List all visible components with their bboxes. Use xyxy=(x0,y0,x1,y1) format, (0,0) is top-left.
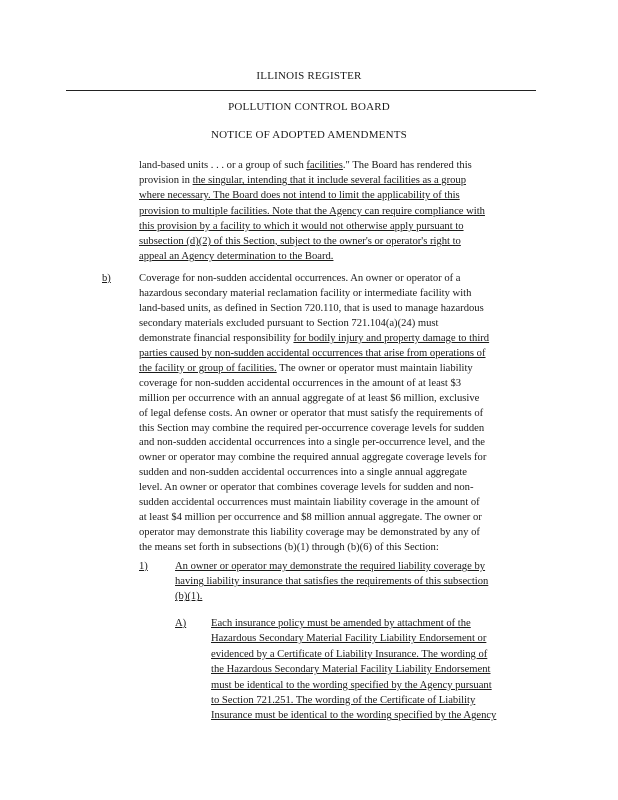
text-segment: land-based units, as defined in Section 720.110, that is used to manage hazardous xyxy=(139,302,484,314)
notice-title: NOTICE OF ADOPTED AMENDMENTS xyxy=(211,129,407,141)
inserted-text: parties caused by non-sudden accidental occurrences that arise from operations of xyxy=(139,347,486,359)
text-line xyxy=(139,235,461,249)
text-line xyxy=(139,377,461,391)
text-line xyxy=(139,220,464,234)
inserted-text: the facility or group of facilities. xyxy=(139,362,277,374)
text-line xyxy=(139,481,473,495)
text-segment: secondary materials excluded pursuant to Section 721.104(a)(24) must xyxy=(139,317,439,329)
text-segment: owner or operator may combine the required annual aggregate coverage levels for xyxy=(139,452,487,464)
text-segment: Coverage for non-sudden accidental occurrences. An owner or operator of a xyxy=(139,273,461,284)
text-line xyxy=(139,332,489,346)
subsection-b-marker: b) xyxy=(102,273,111,284)
text-line xyxy=(139,174,466,188)
board-title: POLLUTION CONTROL BOARD xyxy=(228,101,390,113)
text-line xyxy=(139,250,333,264)
text-line xyxy=(139,189,460,203)
text-line xyxy=(139,436,485,450)
text-line xyxy=(139,422,484,436)
inserted-text: the singular, intending that it include several facilities as a group xyxy=(192,175,467,187)
header-rule xyxy=(66,90,536,91)
text-line xyxy=(139,287,471,301)
text-segment: level. An owner or operator that combines coverage levels for sudden and non- xyxy=(139,482,474,494)
text-line xyxy=(139,526,480,540)
text-segment: sudden and non-sudden accidental occurrences into a single annual aggregate xyxy=(139,467,467,479)
inserted-text: this provision by a facility to which it would not otherwise apply pursuant to xyxy=(139,220,464,232)
text-line xyxy=(139,347,486,361)
text-line: An owner or operator may demonstrate the required liability coverage by xyxy=(175,561,486,572)
text-segment: The owner or operator must maintain liability xyxy=(276,362,473,374)
text-segment: hazardous secondary material reclamation facility or intermediate facility with xyxy=(139,287,472,299)
text-line: (b)(1). xyxy=(175,591,203,603)
text-line xyxy=(139,302,484,316)
text-line: the Hazardous Secondary Material Facility Liability Endorsement xyxy=(211,664,491,676)
text-line: Hazardous Secondary Material Facility Liability Endorsement or xyxy=(211,633,487,645)
text-line xyxy=(139,159,472,173)
text-line xyxy=(139,451,486,465)
text-line: must be identical to the wording specified by the Agency pursuant xyxy=(211,679,492,691)
text-segment: land-based units . . . or a group of such xyxy=(139,160,307,171)
text-segment: coverage for non-sudden accidental occurrences in the amount of at least $3 xyxy=(139,377,462,389)
text-line xyxy=(139,392,479,406)
inserted-text: where necessary. The Board does not intend to limit the applicability of this xyxy=(139,190,460,202)
text-segment: of legal defense costs. An owner or operator that must satisfy the requirements of xyxy=(139,407,484,419)
text-segment: ." The Board has rendered this xyxy=(342,160,472,171)
text-segment: this Section may combine the required per-occurrence coverage levels for sudden xyxy=(139,422,485,434)
text-line: evidenced by a Certificate of Liability Insurance. The wording of xyxy=(211,648,488,660)
register-title: ILLINOIS REGISTER xyxy=(256,70,362,82)
text-line xyxy=(139,496,480,510)
text-line xyxy=(139,466,467,480)
inserted-text: subsection (d)(2) of this Section, subject to the owner's or operator's right to xyxy=(139,236,461,247)
text-segment: provision in xyxy=(139,175,193,187)
text-line xyxy=(139,511,482,525)
text-segment: the means set forth in subsections (b)(1) through (b)(6) of this Section: xyxy=(139,542,439,554)
subsection-A-marker: A) xyxy=(175,618,187,629)
text-line: Insurance must be identical to the wording specified by the Agency xyxy=(211,710,497,722)
inserted-text: facilities xyxy=(306,160,343,171)
text-line: having liability insurance that satisfies the requirements of this subsection xyxy=(175,576,489,588)
inserted-text: appeal an Agency determination to the Board. xyxy=(139,251,334,263)
text-segment: sudden accidental occurrences must maintain liability coverage in the amount of xyxy=(139,497,480,509)
text-segment: and non-sudden accidental occurrences into a single per-occurrence level, and the xyxy=(139,437,485,449)
text-segment: million per occurrence with an annual aggregate of at least $6 million, exclusive xyxy=(139,392,480,404)
text-line xyxy=(139,205,485,219)
text-segment: demonstrate financial responsibility xyxy=(139,332,294,344)
text-segment: operator may demonstrate this liability coverage may be demonstrated by any of xyxy=(139,527,480,539)
inserted-text: provision to multiple facilities. Note that the Agency can require compliance with xyxy=(139,205,485,217)
text-line xyxy=(139,541,439,555)
text-line xyxy=(139,362,473,376)
text-line: Each insurance policy must be amended by attachment of the xyxy=(211,618,471,629)
inserted-text: for bodily injury and property damage to third xyxy=(293,332,490,344)
text-line: to Section 721.251. The wording of the Certificate of Liability xyxy=(211,695,476,706)
subsection-b1-marker: 1) xyxy=(139,561,148,572)
text-segment: at least $4 million per occurrence and $8 million annual aggregate. The owner or xyxy=(139,512,482,524)
text-line xyxy=(139,407,483,421)
text-line xyxy=(139,317,439,331)
text-line xyxy=(139,272,461,286)
